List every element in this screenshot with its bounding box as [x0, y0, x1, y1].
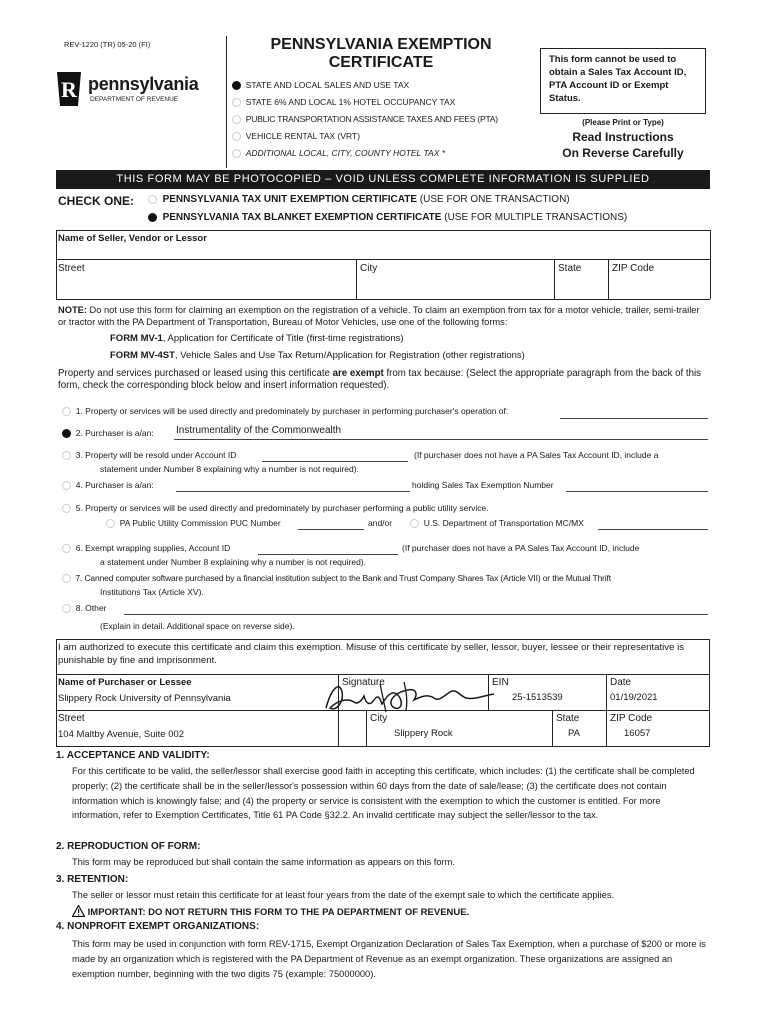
instr-3-title: 3. RETENTION:: [56, 874, 129, 885]
usdot-radio[interactable]: [410, 519, 419, 528]
reason-4-number-field[interactable]: [566, 491, 708, 492]
print-note: (Please Print or Type): [582, 118, 664, 127]
reason-6[interactable]: 6. Exempt wrapping supplies, Account ID: [62, 543, 230, 553]
seller-state-label: State: [558, 263, 582, 274]
reason-8-note: (Explain in detail. Additional space on reverse side).: [100, 621, 295, 631]
tax-type-item[interactable]: STATE AND LOCAL SALES AND USE TAX: [232, 80, 537, 97]
reason-3-note: (If purchaser does not have a PA Sales Tax Account ID, include a: [414, 450, 659, 460]
logo-brand: pennsylvania: [88, 74, 199, 94]
tax-type-item[interactable]: ADDITIONAL LOCAL, CITY, COUNTY HOTEL TAX *: [232, 148, 537, 165]
tax-type-item[interactable]: PUBLIC TRANSPORTATION ASSISTANCE TAXES AND FEES (PTA): [232, 114, 537, 131]
reason-4-field[interactable]: [176, 491, 410, 492]
notice-box: This form cannot be used to obtain a Sales Tax Account ID, PTA Account ID or Exempt Status.: [540, 48, 706, 114]
title-line1: PENNSYLVANIA EXEMPTION: [270, 36, 492, 53]
reason-2-radio[interactable]: [62, 429, 71, 438]
purchaser-state-label: State: [556, 713, 580, 724]
reason-1-field[interactable]: [560, 418, 708, 419]
puc-radio[interactable]: [106, 519, 115, 528]
form-mv1: FORM MV-1, Application for Certificate of Title (first-time registrations): [110, 333, 404, 344]
purchaser-zip-label: ZIP Code: [610, 713, 653, 724]
seller-city-label: City: [360, 263, 378, 274]
date-value[interactable]: 01/19/2021: [610, 692, 658, 703]
instr-2-title: 2. REPRODUCTION OF FORM:: [56, 841, 201, 852]
reason-3-field[interactable]: [262, 461, 408, 462]
tax-type-radio[interactable]: [232, 149, 241, 158]
check-option-unit[interactable]: PENNSYLVANIA TAX UNIT EXEMPTION CERTIFICATE (USE FOR ONE TRANSACTION): [148, 194, 570, 205]
check-option-blanket[interactable]: PENNSYLVANIA TAX BLANKET EXEMPTION CERTIFICATE (USE FOR MULTIPLE TRANSACTIONS): [148, 212, 627, 223]
authorization-text: I am authorized to execute this certificate and claim this exemption. Misuse of this certificate by seller, lessor, buyer, lessee or their representative is punishable by fine and imprisonment.: [58, 642, 685, 666]
ein-value[interactable]: 25-1513539: [512, 692, 563, 703]
vehicle-note: NOTE: Do not use this form for claiming an exemption on the registration of a vehicle. To claim an exemption from tax for a motor vehicle, trailer, semi-trailer or tractor with the PA Department of Transportation, Bureau of Motor Vehicles, use one of the following forms:: [58, 305, 700, 327]
purchaser-street-label: Street: [58, 713, 85, 724]
purchaser-zip-value[interactable]: 16057: [624, 728, 651, 739]
form-id: REV-1220 (TR) 05-20 (FI): [64, 40, 151, 49]
ein-label: EIN: [492, 677, 509, 688]
photocopy-banner: THIS FORM MAY BE PHOTOCOPIED – VOID UNLESS COMPLETE INFORMATION IS SUPPLIED: [56, 170, 710, 189]
reason-4-note: holding Sales Tax Exemption Number: [412, 480, 554, 490]
reason-7-note: Institutions Tax (Article XV).: [100, 587, 204, 597]
reason-5-andor: and/or: [368, 518, 393, 528]
reason-1-radio[interactable]: [62, 407, 71, 416]
tax-type-radio[interactable]: [232, 81, 241, 90]
instr-1-text: For this certificate to be valid, the seller/lessor shall exercise good faith in accepting this certificate, which includes: (1) the certificate shall be completed properly; (2) the certificate shall be in the seller/lessor's possession within 60 days from the date of sale/lease; (3) the certificate does not contain information which is knowingly false; and (4) the property or service is consistent with the exemption to which the customer is entitled. For more information, refer to Exemption Certificates, Title 61 PA Code §32.2. An invalid certificate may subject the seller/lessor to the tax.: [72, 766, 695, 821]
instr-3-text: The seller or lessor must retain this certificate for at least four years from the date of the exempt sale to which the certificate applies.: [72, 890, 615, 900]
tax-type-item[interactable]: VEHICLE RENTAL TAX (VRT): [232, 131, 537, 148]
instr-2-text: This form may be reproduced but shall contain the same information as appears on this form.: [72, 857, 455, 867]
seller-zip-label: ZIP Code: [612, 263, 655, 274]
signature-image[interactable]: [318, 678, 498, 718]
reason-6-note-2: a statement under Number 8 explaining why a number is not required).: [100, 557, 367, 567]
check-blanket-radio[interactable]: [148, 213, 157, 222]
check-one-label: CHECK ONE:: [58, 194, 135, 208]
reason-7[interactable]: 7. Canned computer software purchased by a financial institution subject to the Bank and Trust Company Shares Tax (Article VII) or the Mutual Thrift: [62, 573, 611, 583]
tax-type-radio[interactable]: [232, 115, 241, 124]
purchaser-street-value[interactable]: 104 Maltby Avenue, Suite 002: [58, 729, 185, 740]
read-instructions-2: On Reverse Carefully: [562, 146, 684, 160]
tax-type-list: [232, 80, 537, 165]
reason-5-usdot: U.S. Department of Transportation MC/MX: [410, 518, 584, 528]
usdot-field[interactable]: [598, 529, 708, 530]
tax-type-radio[interactable]: [232, 132, 241, 141]
title-line2: CERTIFICATE: [328, 54, 434, 71]
check-unit-radio[interactable]: [148, 195, 157, 204]
puc-field[interactable]: [298, 529, 364, 530]
reason-8-radio[interactable]: [62, 604, 71, 613]
reason-6-radio[interactable]: [62, 544, 71, 553]
purchaser-name-label: Name of Purchaser or Lessee: [58, 677, 192, 688]
warning-icon: [72, 905, 85, 917]
reason-3-radio[interactable]: [62, 451, 71, 460]
pa-logo: [54, 70, 204, 110]
logo-dept: DEPARTMENT OF REVENUE: [90, 96, 179, 103]
instr-4-text: This form may be used in conjunction with form REV-1715, Exempt Organization Declaration of Sales Tax Exemption, when a purchase of $200 or more is made by an organization which is registered with the PA Department of Revenue as an exempt organization. These organizations are assigned an exemption number, beginning with the two digits 75 (example: 75000000).: [72, 939, 706, 979]
purchaser-name-value[interactable]: Slippery Rock University of Pennsylvania: [58, 693, 231, 704]
reason-1[interactable]: 1. Property or services will be used directly and predominately by purchaser in performing purchaser's operation of:: [62, 406, 508, 416]
purchaser-city-label: City: [370, 713, 388, 724]
tax-type-item[interactable]: STATE 6% AND LOCAL 1% HOTEL OCCUPANCY TAX: [232, 97, 537, 114]
reason-5-puc: PA Public Utility Commission PUC Number: [106, 518, 281, 528]
purchaser-city-value[interactable]: Slippery Rock: [394, 728, 453, 739]
instr-3-important: IMPORTANT: DO NOT RETURN THIS FORM TO THE PA DEPARTMENT OF REVENUE.: [72, 905, 469, 918]
signature-label: Signature: [342, 677, 385, 688]
reason-3-note-2: statement under Number 8 explaining why a number is not required).: [100, 464, 359, 474]
instr-1-title: 1. ACCEPTANCE AND VALIDITY:: [56, 750, 210, 761]
reason-8-field[interactable]: [124, 614, 708, 615]
reason-5-radio[interactable]: [62, 504, 71, 513]
purchaser-state-value[interactable]: PA: [568, 728, 580, 739]
reason-7-radio[interactable]: [62, 574, 71, 583]
reason-4-radio[interactable]: [62, 481, 71, 490]
seller-name-label: Name of Seller, Vendor or Lessor: [58, 233, 207, 244]
tax-type-radio[interactable]: [232, 98, 241, 107]
property-intro: Property and services purchased or leased using this certificate are exempt from tax because: (Select the appropriate paragraph from the back of this form, check the corresponding block below and insert information requested).: [58, 368, 701, 391]
reason-4[interactable]: 4. Purchaser is a/an:: [62, 480, 154, 490]
read-instructions: Read Instructions: [572, 130, 674, 144]
keystone-icon: [54, 70, 84, 108]
form-mv4st: FORM MV-4ST, Vehicle Sales and Use Tax Return/Application for Registration (other registrations): [110, 350, 525, 361]
reason-6-note: (If purchaser does not have a PA Sales Tax Account ID, include: [402, 543, 640, 553]
reason-2-value[interactable]: Instrumentality of the Commonwealth: [176, 425, 342, 436]
reason-2[interactable]: 2. Purchaser is a/an:: [62, 428, 154, 438]
seller-street-label: Street: [58, 263, 85, 274]
instr-4-title: 4. NONPROFIT EXEMPT ORGANIZATIONS:: [56, 921, 260, 932]
date-label: Date: [610, 677, 632, 688]
reason-6-field[interactable]: [258, 554, 398, 555]
reason-3[interactable]: 3. Property will be resold under Account ID: [62, 450, 236, 460]
svg-text:R: R: [61, 77, 77, 102]
reason-5[interactable]: 5. Property or services will be used directly and predominately by purchaser performing a public utility service.: [62, 503, 489, 513]
reason-8[interactable]: 8. Other: [62, 603, 106, 613]
